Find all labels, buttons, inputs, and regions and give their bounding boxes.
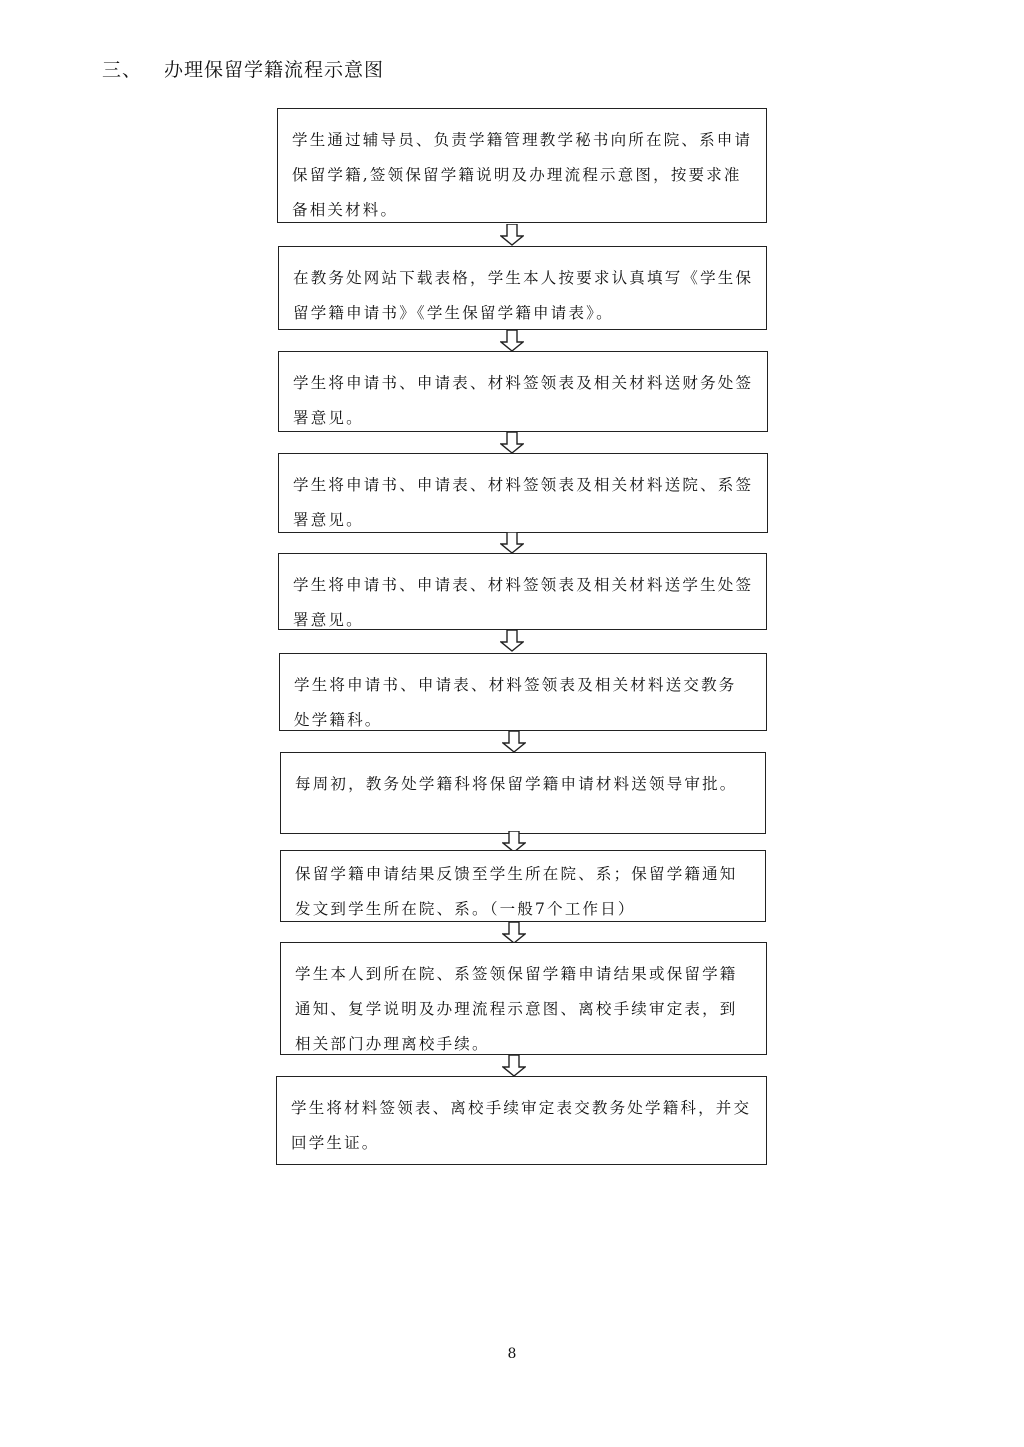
flow-step-4: 学生将申请书、申请表、材料签领表及相关材料送院、系签署意见。: [278, 453, 768, 533]
section-number: 三、: [102, 59, 143, 81]
flow-step-6: 学生将申请书、申请表、材料签领表及相关材料送交教务处学籍科。: [279, 653, 767, 731]
down-arrow-icon: [502, 922, 526, 944]
down-arrow-icon: [502, 1055, 526, 1077]
down-arrow-icon: [500, 330, 524, 352]
flow-step-1: 学生通过辅导员、负责学籍管理教学秘书向所在院、系申请保留学籍,签领保留学籍说明及办理流程示意图，按要求准备相关材料。: [277, 108, 767, 223]
flow-step-7: 每周初，教务处学籍科将保留学籍申请材料送领导审批。: [280, 752, 766, 834]
flow-step-8: 保留学籍申请结果反馈至学生所在院、系；保留学籍通知发文到学生所在院、系。（一般7个工作日）: [280, 850, 766, 922]
flow-step-3: 学生将申请书、申请表、材料签领表及相关材料送财务处签署意见。: [278, 351, 768, 432]
down-arrow-icon: [500, 224, 524, 246]
section-heading: [102, 55, 384, 82]
section-title: 办理保留学籍流程示意图: [164, 59, 385, 81]
down-arrow-icon: [500, 432, 524, 454]
flow-step-10: 学生将材料签领表、离校手续审定表交教务处学籍科，并交回学生证。: [276, 1076, 767, 1165]
flow-step-5: 学生将申请书、申请表、材料签领表及相关材料送学生处签署意见。: [278, 553, 767, 630]
down-arrow-icon: [502, 731, 526, 753]
down-arrow-icon: [500, 630, 524, 652]
down-arrow-icon: [500, 532, 524, 554]
flow-step-9: 学生本人到所在院、系签领保留学籍申请结果或保留学籍通知、复学说明及办理流程示意图、离校手续审定表，到相关部门办理离校手续。: [280, 942, 767, 1055]
page-number: 8: [507, 1346, 517, 1362]
flow-step-2: 在教务处网站下载表格，学生本人按要求认真填写《学生保留学籍申请书》《学生保留学籍申请表》。: [278, 246, 767, 330]
